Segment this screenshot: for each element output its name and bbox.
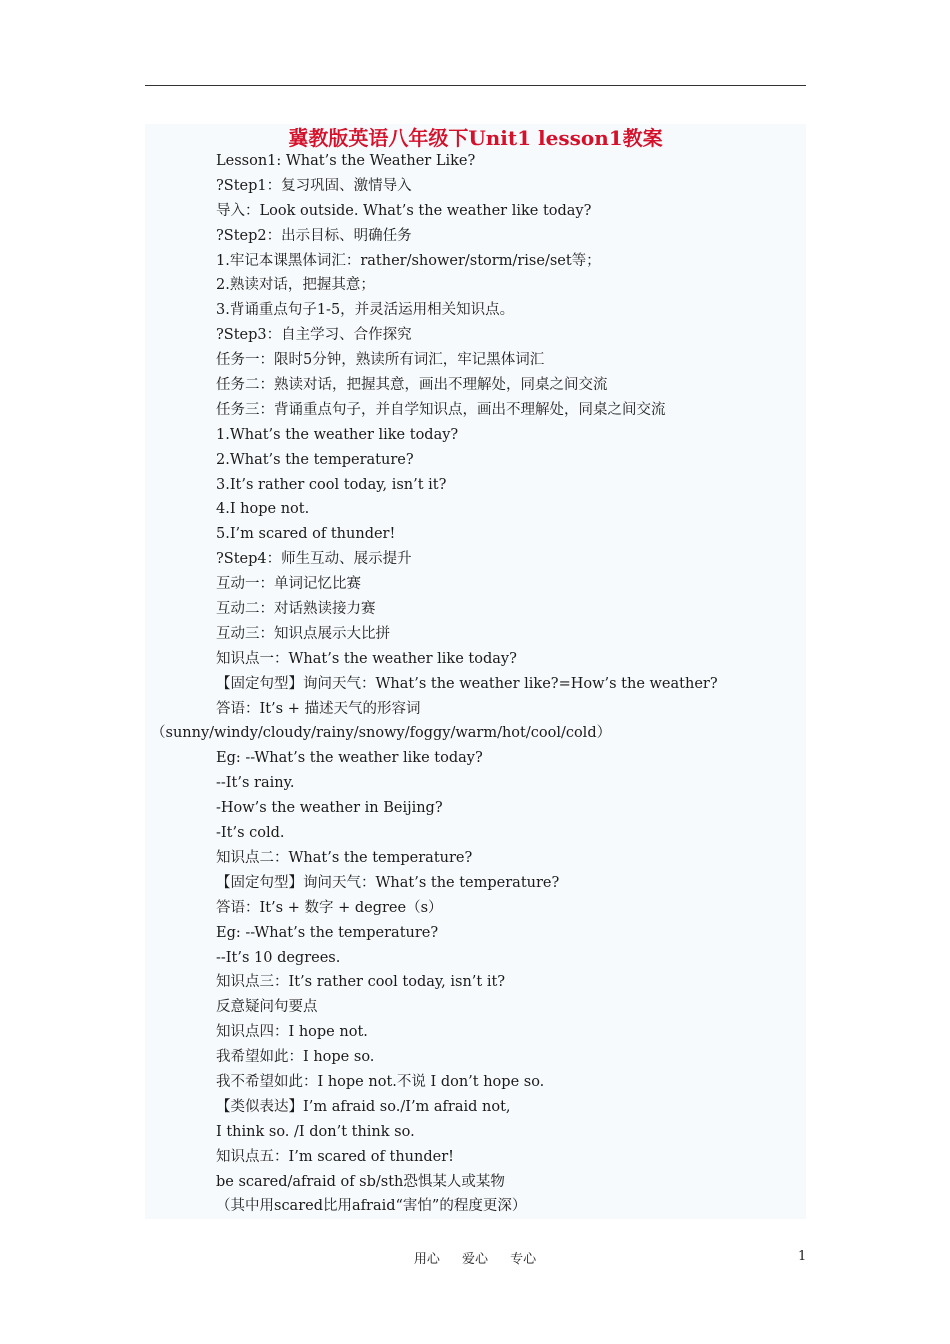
text-line: 我不希望如此：I hope not.不说 I don’t hope so. [216,1073,545,1090]
text-line: 5.I’m scared of thunder! [216,526,396,543]
text-line: 反意疑问句要点 [216,999,318,1016]
footer-word: 爱心 [461,1252,488,1267]
document-lines [145,149,806,1219]
text-line: ?Step3：自主学习、合作探究 [216,327,412,344]
text-line: be scared/afraid of sb/sth恐惧某人或某物 [216,1173,505,1190]
text-line: 互动二：对话熟读接力赛 [216,601,376,618]
text-line: 知识点五：I’m scared of thunder! [216,1148,454,1165]
text-line: ?Step4：师生互动、展示提升 [216,551,412,568]
text-line: 2.What’s the temperature? [216,451,414,468]
footer-word: 用心 [413,1252,440,1267]
document-body [145,124,806,1219]
footer-word: 专心 [510,1252,537,1267]
text-line: 2.熟读对话，把握其意； [216,277,375,294]
text-line: 导入：Look outside. What’s the weather like today? [216,202,592,219]
text-line: 任务二：熟读对话，把握其意，画出不理解处，同桌之间交流 [216,377,608,394]
text-line: 我希望如此：I hope so. [216,1049,375,1066]
text-line: 3.背诵重点句子1-5，并灵活运用相关知识点。 [216,302,515,319]
text-line: 【固定句型】询问天气：What’s the temperature? [216,874,560,891]
text-line: 知识点一：What’s the weather like today? [216,650,517,667]
text-line: -It’s cold. [216,825,285,842]
text-line: 【类似表达】I’m afraid so./I’m afraid not, [216,1098,511,1115]
text-line: Eg: --What’s the weather like today? [216,750,483,767]
page-number: 1 [798,1249,807,1264]
text-line: 答语：It’s + 描述天气的形容词 [216,700,421,717]
text-line: 4.I hope not. [216,501,310,518]
text-line: （sunny/windy/cloudy/rainy/snowy/foggy/warm/hot/cool/cold） [151,725,612,742]
text-line: 任务一：限时5分钟，熟读所有词汇，牢记黑体词汇 [216,352,545,369]
text-line: ?Step2：出示目标、明确任务 [216,227,412,244]
text-line: --It’s 10 degrees. [216,949,341,966]
text-line: 任务三：背诵重点句子，并自学知识点，画出不理解处，同桌之间交流 [216,401,666,418]
text-line: 互动三：知识点展示大比拼 [216,625,390,642]
text-line: 3.It’s rather cool today, isn’t it? [216,476,447,493]
text-line: 知识点三：It’s rather cool today, isn’t it? [216,974,506,991]
header-rule [145,85,806,86]
footer-motto [0,1248,950,1267]
text-line: Lesson1: What’s the Weather Like? [216,153,476,169]
text-line: 1.牢记本课黑体词汇：rather/shower/storm/rise/set等； [216,252,601,269]
text-line: 互动一：单词记忆比赛 [216,576,361,593]
document-title: 冀教版英语八年级下Unit1 lesson1教案 [288,126,663,150]
text-line: 答语：It’s + 数字 + degree（s） [216,899,443,916]
text-line: 知识点二：What’s the temperature? [216,849,473,866]
text-line: （其中用scared比用afraid“害怕”的程度更深） [216,1198,527,1215]
text-line: --It’s rainy. [216,775,295,792]
text-line: 知识点四：I hope not. [216,1024,368,1041]
text-line: Eg: --What’s the temperature? [216,924,439,941]
text-line: 1.What’s the weather like today? [216,426,459,443]
text-line: ?Step1：复习巩固、激情导入 [216,177,412,194]
text-line: -How’s the weather in Beijing? [216,800,443,817]
text-line: 【固定句型】询问天气：What’s the weather like?=How’s the weather? [216,675,718,692]
text-line: I think so. /I don’t think so. [216,1123,415,1140]
